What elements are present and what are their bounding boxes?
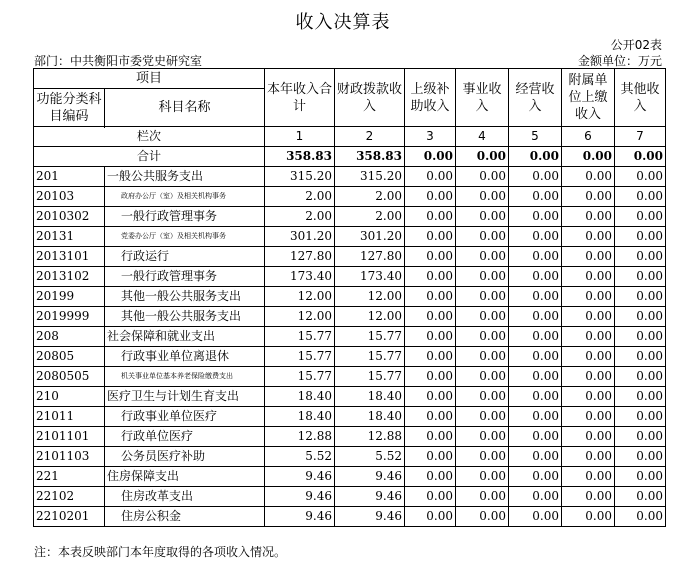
amount-cell: 315.20 [265, 167, 335, 187]
amount-cell: 0.00 [615, 287, 666, 307]
amount-cell: 0.00 [405, 207, 456, 227]
amount-cell: 0.00 [509, 167, 562, 187]
function-code-cell: 210 [34, 387, 105, 407]
amount-cell: 0.00 [562, 167, 615, 187]
amount-cell: 0.00 [456, 407, 509, 427]
amount-cell: 0.00 [456, 327, 509, 347]
department-label: 部门：中共衡阳市委党史研究室 [34, 54, 203, 68]
amount-cell: 0.00 [405, 387, 456, 407]
subject-name-cell: 住房公积金 [105, 507, 265, 527]
amount-cell: 2.00 [335, 187, 405, 207]
subject-name-cell: 医疗卫生与计划生育支出 [105, 387, 265, 407]
amount-cell: 0.00 [615, 487, 666, 507]
form-number: 公开02表 [610, 38, 662, 52]
function-code-cell: 2080505 [34, 367, 105, 387]
table-row [34, 307, 666, 327]
amount-cell: 12.00 [335, 307, 405, 327]
amount-cell: 0.00 [562, 487, 615, 507]
upper-subsidy-header: 上级补助收入 [405, 69, 456, 127]
amount-cell: 0.00 [509, 327, 562, 347]
amount-cell: 0.00 [405, 407, 456, 427]
amount-cell: 0.00 [456, 307, 509, 327]
report-title: 收入决算表 [295, 12, 391, 33]
amount-cell: 0.00 [405, 367, 456, 387]
function-code-cell: 221 [34, 467, 105, 487]
column-number: 2 [335, 127, 405, 147]
amount-cell: 0.00 [562, 347, 615, 367]
subject-name-cell: 一般行政管理事务 [105, 207, 265, 227]
amount-cell: 18.40 [265, 387, 335, 407]
amount-cell: 0.00 [562, 507, 615, 527]
subject-name-cell: 政府办公厅（室）及相关机构事务 [105, 187, 265, 207]
amount-cell: 15.77 [335, 327, 405, 347]
amount-cell: 0.00 [615, 427, 666, 447]
total-cell: 0.00 [615, 147, 666, 167]
subject-name-cell: 其他一般公共服务支出 [105, 307, 265, 327]
amount-cell: 15.77 [265, 347, 335, 367]
amount-cell: 18.40 [335, 407, 405, 427]
amount-cell: 0.00 [405, 227, 456, 247]
amount-cell: 301.20 [265, 227, 335, 247]
subject-name-cell: 其他一般公共服务支出 [105, 287, 265, 307]
amount-cell: 0.00 [509, 227, 562, 247]
amount-cell: 0.00 [405, 347, 456, 367]
function-code-cell: 20805 [34, 347, 105, 367]
table-row [34, 287, 666, 307]
amount-cell: 0.00 [456, 167, 509, 187]
subject-name-cell: 党委办公厅（室）及相关机构事务 [105, 227, 265, 247]
subject-name-cell: 一般行政管理事务 [105, 267, 265, 287]
amount-cell: 0.00 [405, 507, 456, 527]
amount-cell: 0.00 [405, 467, 456, 487]
amount-cell: 0.00 [509, 187, 562, 207]
amount-cell: 0.00 [405, 447, 456, 467]
amount-cell: 0.00 [615, 407, 666, 427]
amount-cell: 18.40 [265, 407, 335, 427]
amount-cell: 0.00 [562, 327, 615, 347]
total-cell: 0.00 [509, 147, 562, 167]
amount-cell: 9.46 [335, 487, 405, 507]
function-code-cell: 21011 [34, 407, 105, 427]
amount-cell: 0.00 [615, 167, 666, 187]
column-number: 5 [509, 127, 562, 147]
amount-cell: 0.00 [509, 267, 562, 287]
amount-cell: 9.46 [335, 507, 405, 527]
subject-name-cell: 公务员医疗补助 [105, 447, 265, 467]
subject-name-cell: 行政单位医疗 [105, 427, 265, 447]
table-row [34, 467, 666, 487]
amount-cell: 0.00 [562, 287, 615, 307]
amount-cell: 0.00 [509, 487, 562, 507]
table-row [34, 487, 666, 507]
amount-cell: 0.00 [615, 347, 666, 367]
amount-cell: 0.00 [405, 307, 456, 327]
table-row [34, 187, 666, 207]
amount-cell: 0.00 [509, 507, 562, 527]
amount-cell: 0.00 [615, 467, 666, 487]
amount-cell: 9.46 [265, 467, 335, 487]
amount-cell: 0.00 [562, 227, 615, 247]
amount-cell: 15.77 [335, 347, 405, 367]
amount-cell: 12.88 [335, 427, 405, 447]
amount-cell: 0.00 [405, 327, 456, 347]
table-row [34, 167, 666, 187]
item-header: 项目 [34, 69, 265, 89]
total-cell: 358.83 [265, 147, 335, 167]
amount-cell: 0.00 [456, 267, 509, 287]
amount-cell: 0.00 [405, 267, 456, 287]
subject-name-cell: 社会保障和就业支出 [105, 327, 265, 347]
amount-cell: 0.00 [562, 187, 615, 207]
subject-name-cell: 行政运行 [105, 247, 265, 267]
table-row [34, 447, 666, 467]
column-number-label: 栏次 [34, 127, 265, 147]
amount-cell: 0.00 [615, 187, 666, 207]
amount-cell: 0.00 [509, 287, 562, 307]
amount-cell: 0.00 [405, 187, 456, 207]
amount-cell: 0.00 [562, 207, 615, 227]
amount-cell: 0.00 [456, 487, 509, 507]
amount-cell: 0.00 [509, 247, 562, 267]
function-code-cell: 20199 [34, 287, 105, 307]
function-code-cell: 2019999 [34, 307, 105, 327]
amount-cell: 9.46 [265, 507, 335, 527]
total-cell: 358.83 [335, 147, 405, 167]
amount-cell: 0.00 [615, 367, 666, 387]
amount-cell: 0.00 [562, 307, 615, 327]
function-code-cell: 2101101 [34, 427, 105, 447]
amount-cell: 315.20 [335, 167, 405, 187]
amount-cell: 0.00 [509, 367, 562, 387]
function-code-cell: 20103 [34, 187, 105, 207]
function-code-cell: 22102 [34, 487, 105, 507]
table-row [34, 367, 666, 387]
amount-cell: 0.00 [562, 367, 615, 387]
amount-cell: 12.00 [265, 307, 335, 327]
amount-unit-label: 金额单位：万元 [577, 54, 662, 68]
function-code-cell: 2013102 [34, 267, 105, 287]
amount-cell: 2.00 [335, 207, 405, 227]
table-row [34, 327, 666, 347]
amount-cell: 0.00 [456, 507, 509, 527]
column-number: 6 [562, 127, 615, 147]
amount-cell: 0.00 [615, 507, 666, 527]
amount-cell: 0.00 [562, 387, 615, 407]
amount-cell: 127.80 [335, 247, 405, 267]
amount-cell: 0.00 [615, 207, 666, 227]
amount-cell: 0.00 [562, 447, 615, 467]
amount-cell: 0.00 [456, 247, 509, 267]
function-code-cell: 208 [34, 327, 105, 347]
table-row [34, 207, 666, 227]
function-code-cell: 20131 [34, 227, 105, 247]
amount-cell: 2.00 [265, 187, 335, 207]
amount-cell: 0.00 [562, 427, 615, 447]
amount-cell: 301.20 [335, 227, 405, 247]
amount-cell: 15.77 [265, 367, 335, 387]
amount-cell: 12.88 [265, 427, 335, 447]
amount-cell: 18.40 [335, 387, 405, 407]
function-code-cell: 2010302 [34, 207, 105, 227]
amount-cell: 0.00 [509, 307, 562, 327]
amount-cell: 0.00 [562, 467, 615, 487]
total-cell: 0.00 [562, 147, 615, 167]
amount-cell: 0.00 [615, 447, 666, 467]
table-row [34, 507, 666, 527]
amount-cell: 5.52 [335, 447, 405, 467]
table-row [34, 267, 666, 287]
amount-cell: 173.40 [335, 267, 405, 287]
amount-cell: 5.52 [265, 447, 335, 467]
subject-name-cell: 行政事业单位离退休 [105, 347, 265, 367]
table-note: 注：本表反映部门本年度取得的各项收入情况。 [34, 545, 287, 559]
amount-cell: 0.00 [509, 447, 562, 467]
amount-cell: 9.46 [265, 487, 335, 507]
amount-cell: 0.00 [405, 247, 456, 267]
amount-cell: 0.00 [456, 367, 509, 387]
total-cell: 0.00 [405, 147, 456, 167]
total-row-label: 合计 [34, 147, 265, 167]
amount-cell: 0.00 [456, 287, 509, 307]
affiliated-income-header: 附属单位上缴收入 [562, 69, 615, 127]
table-row [34, 407, 666, 427]
column-number: 7 [615, 127, 666, 147]
function-code-cell: 201 [34, 167, 105, 187]
amount-cell: 0.00 [562, 267, 615, 287]
amount-cell: 15.77 [265, 327, 335, 347]
operating-income-header: 经营收入 [509, 69, 562, 127]
amount-cell: 0.00 [562, 407, 615, 427]
amount-cell: 0.00 [405, 167, 456, 187]
function-code-cell: 2210201 [34, 507, 105, 527]
subject-name-cell: 行政事业单位医疗 [105, 407, 265, 427]
table-row [34, 387, 666, 407]
amount-cell: 127.80 [265, 247, 335, 267]
amount-cell: 0.00 [509, 207, 562, 227]
amount-cell: 0.00 [615, 227, 666, 247]
amount-cell: 0.00 [509, 387, 562, 407]
table-row [34, 227, 666, 247]
total-cell: 0.00 [456, 147, 509, 167]
subject-name-cell: 住房改革支出 [105, 487, 265, 507]
amount-cell: 0.00 [509, 347, 562, 367]
amount-cell: 0.00 [509, 407, 562, 427]
column-number: 4 [456, 127, 509, 147]
amount-cell: 2.00 [265, 207, 335, 227]
amount-cell: 15.77 [335, 367, 405, 387]
amount-cell: 0.00 [456, 427, 509, 447]
amount-cell: 0.00 [509, 467, 562, 487]
amount-cell: 0.00 [615, 307, 666, 327]
business-income-header: 事业收入 [456, 69, 509, 127]
amount-cell: 0.00 [456, 387, 509, 407]
amount-cell: 173.40 [265, 267, 335, 287]
amount-cell: 0.00 [615, 247, 666, 267]
subject-name-header: 科目名称 [105, 89, 265, 127]
subject-name-cell: 住房保障支出 [105, 467, 265, 487]
amount-cell: 0.00 [456, 347, 509, 367]
amount-cell: 0.00 [405, 427, 456, 447]
amount-cell: 0.00 [456, 227, 509, 247]
amount-cell: 0.00 [615, 327, 666, 347]
amount-cell: 0.00 [456, 447, 509, 467]
amount-cell: 0.00 [405, 487, 456, 507]
table-row [34, 347, 666, 367]
column-number: 3 [405, 127, 456, 147]
column-number: 1 [265, 127, 335, 147]
fiscal-income-header: 财政拨款收入 [335, 69, 405, 127]
amount-cell: 0.00 [509, 427, 562, 447]
amount-cell: 0.00 [562, 247, 615, 267]
other-income-header: 其他收入 [615, 69, 666, 127]
table-row [34, 247, 666, 267]
amount-cell: 0.00 [405, 287, 456, 307]
amount-cell: 0.00 [456, 467, 509, 487]
function-code-cell: 2013101 [34, 247, 105, 267]
amount-cell: 12.00 [335, 287, 405, 307]
amount-cell: 9.46 [335, 467, 405, 487]
amount-cell: 0.00 [615, 387, 666, 407]
amount-cell: 0.00 [456, 187, 509, 207]
subject-name-cell: 机关事业单位基本养老保险缴费支出 [105, 367, 265, 387]
amount-cell: 0.00 [615, 267, 666, 287]
subject-name-cell: 一般公共服务支出 [105, 167, 265, 187]
total-income-header: 本年收入合计 [265, 69, 335, 127]
function-code-cell: 2101103 [34, 447, 105, 467]
amount-cell: 0.00 [456, 207, 509, 227]
function-code-header: 功能分类科目编码 [34, 89, 105, 127]
amount-cell: 12.00 [265, 287, 335, 307]
income-table [33, 68, 666, 527]
table-row [34, 427, 666, 447]
